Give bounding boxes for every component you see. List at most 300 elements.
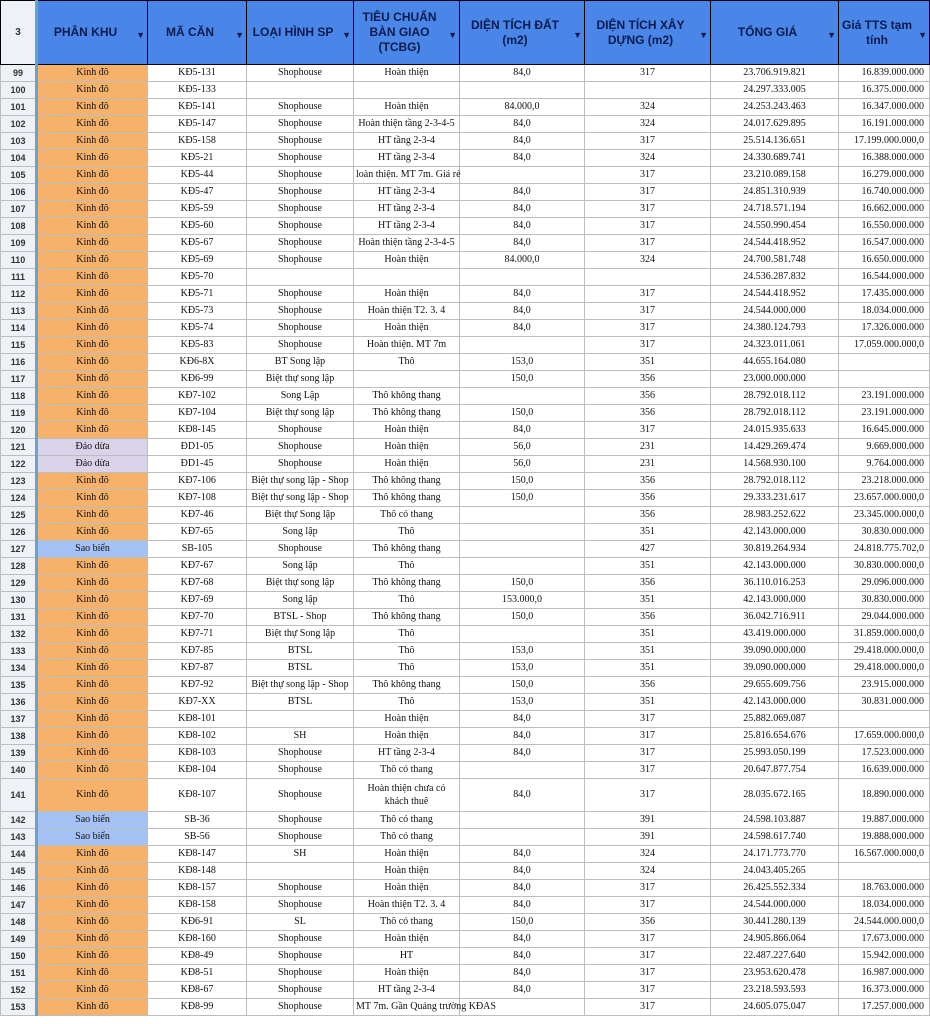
handover-standard-cell[interactable]: Hoàn thiện tầng 2-3-4-5: [354, 235, 460, 252]
product-type-cell[interactable]: Shophouse: [247, 931, 354, 948]
handover-standard-cell[interactable]: Thô có thang: [354, 507, 460, 524]
build-area-cell[interactable]: 324: [585, 846, 711, 863]
zone-cell[interactable]: Kinh đô: [37, 490, 148, 507]
zone-cell[interactable]: Kinh đô: [37, 965, 148, 982]
zone-cell[interactable]: Kinh đô: [37, 133, 148, 150]
land-area-cell[interactable]: 84,0: [460, 116, 585, 133]
unit-code-cell[interactable]: KĐ8-157: [148, 880, 247, 897]
filter-dropdown-icon[interactable]: ▼: [235, 30, 244, 40]
build-area-cell[interactable]: 351: [585, 558, 711, 575]
product-type-cell[interactable]: Biệt thự song lập: [247, 405, 354, 422]
tts-price-cell[interactable]: 29.044.000.000: [839, 609, 930, 626]
zone-cell[interactable]: Sao biển: [37, 829, 148, 846]
total-price-cell[interactable]: 24.297.333.005: [711, 82, 839, 99]
product-type-cell[interactable]: Shophouse: [247, 337, 354, 354]
zone-cell[interactable]: Kinh đô: [37, 931, 148, 948]
row-number[interactable]: 142: [1, 812, 37, 829]
land-area-cell[interactable]: [460, 626, 585, 643]
row-number[interactable]: 114: [1, 320, 37, 337]
product-type-cell[interactable]: SH: [247, 846, 354, 863]
handover-standard-cell[interactable]: Thô không thang: [354, 388, 460, 405]
product-type-cell[interactable]: Shophouse: [247, 99, 354, 116]
total-price-cell[interactable]: 24.380.124.793: [711, 320, 839, 337]
row-number[interactable]: 133: [1, 643, 37, 660]
col-header-phan-khu[interactable]: [37, 1, 148, 65]
build-area-cell[interactable]: 324: [585, 252, 711, 269]
row-number[interactable]: 144: [1, 846, 37, 863]
product-type-cell[interactable]: Shophouse: [247, 829, 354, 846]
land-area-cell[interactable]: 150,0: [460, 609, 585, 626]
handover-standard-cell[interactable]: Hoàn thiện: [354, 252, 460, 269]
row-number[interactable]: 152: [1, 982, 37, 999]
land-area-cell[interactable]: 84,0: [460, 880, 585, 897]
handover-standard-cell[interactable]: Thô có thang: [354, 812, 460, 829]
land-area-cell[interactable]: 84,0: [460, 286, 585, 303]
product-type-cell[interactable]: Shophouse: [247, 762, 354, 779]
product-type-cell[interactable]: Shophouse: [247, 965, 354, 982]
total-price-cell[interactable]: 36.110.016.253: [711, 575, 839, 592]
product-type-cell[interactable]: Shophouse: [247, 201, 354, 218]
unit-code-cell[interactable]: KĐ7-92: [148, 677, 247, 694]
zone-cell[interactable]: Kinh đô: [37, 388, 148, 405]
row-number[interactable]: 103: [1, 133, 37, 150]
handover-standard-cell[interactable]: Hoàn thiện: [354, 846, 460, 863]
total-price-cell[interactable]: 24.544.418.952: [711, 286, 839, 303]
zone-cell[interactable]: Kinh đô: [37, 235, 148, 252]
product-type-cell[interactable]: BTSL: [247, 660, 354, 677]
product-type-cell[interactable]: Shophouse: [247, 456, 354, 473]
build-area-cell[interactable]: 356: [585, 490, 711, 507]
total-price-cell[interactable]: 24.253.243.463: [711, 99, 839, 116]
unit-code-cell[interactable]: KĐ5-83: [148, 337, 247, 354]
product-type-cell[interactable]: Biệt thự song lập - Shop: [247, 677, 354, 694]
handover-standard-cell[interactable]: Thô: [354, 354, 460, 371]
product-type-cell[interactable]: Biệt thự song lập: [247, 575, 354, 592]
unit-code-cell[interactable]: KĐ5-70: [148, 269, 247, 286]
land-area-cell[interactable]: 84.000,0: [460, 99, 585, 116]
product-type-cell[interactable]: Shophouse: [247, 150, 354, 167]
zone-cell[interactable]: Kinh đô: [37, 303, 148, 320]
build-area-cell[interactable]: 231: [585, 456, 711, 473]
total-price-cell[interactable]: 24.718.571.194: [711, 201, 839, 218]
total-price-cell[interactable]: 24.330.689.741: [711, 150, 839, 167]
unit-code-cell[interactable]: KĐ8-102: [148, 728, 247, 745]
land-area-cell[interactable]: [460, 337, 585, 354]
total-price-cell[interactable]: 42.143.000.000: [711, 524, 839, 541]
handover-standard-cell[interactable]: Thô không thang: [354, 575, 460, 592]
tts-price-cell[interactable]: 16.662.000.000: [839, 201, 930, 218]
row-number[interactable]: 120: [1, 422, 37, 439]
row-number[interactable]: 141: [1, 779, 37, 812]
zone-cell[interactable]: Kinh đô: [37, 405, 148, 422]
handover-standard-cell[interactable]: Thô: [354, 558, 460, 575]
zone-cell[interactable]: Đảo dừa: [37, 439, 148, 456]
unit-code-cell[interactable]: KĐ7-46: [148, 507, 247, 524]
handover-standard-cell[interactable]: MT 7m. Gần Quảng trường KĐAS: [354, 999, 460, 1016]
build-area-cell[interactable]: 324: [585, 116, 711, 133]
total-price-cell[interactable]: 25.882.069.087: [711, 711, 839, 728]
total-price-cell[interactable]: 24.598.103.887: [711, 812, 839, 829]
total-price-cell[interactable]: 24.017.629.895: [711, 116, 839, 133]
zone-cell[interactable]: Kinh đô: [37, 948, 148, 965]
handover-standard-cell[interactable]: Thô: [354, 626, 460, 643]
product-type-cell[interactable]: Biệt thự Song lập: [247, 507, 354, 524]
handover-standard-cell[interactable]: Thô không thang: [354, 609, 460, 626]
zone-cell[interactable]: Kinh đô: [37, 914, 148, 931]
total-price-cell[interactable]: 25.993.050.199: [711, 745, 839, 762]
build-area-cell[interactable]: 356: [585, 473, 711, 490]
land-area-cell[interactable]: 84,0: [460, 65, 585, 82]
row-number[interactable]: 108: [1, 218, 37, 235]
zone-cell[interactable]: Kinh đô: [37, 609, 148, 626]
land-area-cell[interactable]: 84,0: [460, 948, 585, 965]
handover-standard-cell[interactable]: Thô có thang: [354, 914, 460, 931]
zone-cell[interactable]: Kinh đô: [37, 252, 148, 269]
build-area-cell[interactable]: 317: [585, 745, 711, 762]
handover-standard-cell[interactable]: Hoàn thiện: [354, 320, 460, 337]
tts-price-cell[interactable]: 23.191.000.000: [839, 405, 930, 422]
product-type-cell[interactable]: Shophouse: [247, 948, 354, 965]
row-number[interactable]: 117: [1, 371, 37, 388]
total-price-cell[interactable]: 24.043.405.265: [711, 863, 839, 880]
row-number[interactable]: 147: [1, 897, 37, 914]
total-price-cell[interactable]: 24.544.418.952: [711, 235, 839, 252]
zone-cell[interactable]: Kinh đô: [37, 286, 148, 303]
unit-code-cell[interactable]: KĐ8-101: [148, 711, 247, 728]
total-price-cell[interactable]: 23.210.089.158: [711, 167, 839, 184]
tts-price-cell[interactable]: 16.191.000.000: [839, 116, 930, 133]
zone-cell[interactable]: Kinh đô: [37, 150, 148, 167]
land-area-cell[interactable]: 150,0: [460, 914, 585, 931]
product-type-cell[interactable]: BTSL: [247, 643, 354, 660]
zone-cell[interactable]: Kinh đô: [37, 354, 148, 371]
handover-standard-cell[interactable]: HT tầng 2-3-4: [354, 133, 460, 150]
unit-code-cell[interactable]: KĐ8-49: [148, 948, 247, 965]
tts-price-cell[interactable]: 19.887.000.000: [839, 812, 930, 829]
tts-price-cell[interactable]: 16.987.000.000: [839, 965, 930, 982]
product-type-cell[interactable]: Shophouse: [247, 116, 354, 133]
tts-price-cell[interactable]: 17.199.000.000,0: [839, 133, 930, 150]
handover-standard-cell[interactable]: Hoàn thiện: [354, 711, 460, 728]
total-price-cell[interactable]: 22.487.227.640: [711, 948, 839, 965]
product-type-cell[interactable]: Shophouse: [247, 133, 354, 150]
zone-cell[interactable]: Kinh đô: [37, 643, 148, 660]
handover-standard-cell[interactable]: Hoàn thiện: [354, 286, 460, 303]
zone-cell[interactable]: Kinh đô: [37, 660, 148, 677]
handover-standard-cell[interactable]: Thô: [354, 660, 460, 677]
filter-dropdown-icon[interactable]: ▼: [699, 30, 708, 40]
col-header-tieu-chuan[interactable]: [354, 1, 460, 65]
product-type-cell[interactable]: BTSL: [247, 694, 354, 711]
handover-standard-cell[interactable]: [354, 371, 460, 388]
zone-cell[interactable]: Kinh đô: [37, 167, 148, 184]
tts-price-cell[interactable]: [839, 711, 930, 728]
build-area-cell[interactable]: 317: [585, 965, 711, 982]
build-area-cell[interactable]: 351: [585, 626, 711, 643]
handover-standard-cell[interactable]: Hoàn thiện: [354, 99, 460, 116]
row-number[interactable]: 119: [1, 405, 37, 422]
tts-price-cell[interactable]: 16.388.000.000: [839, 150, 930, 167]
handover-standard-cell[interactable]: HT tầng 2-3-4: [354, 982, 460, 999]
unit-code-cell[interactable]: KĐ8-148: [148, 863, 247, 880]
land-area-cell[interactable]: 84,0: [460, 897, 585, 914]
build-area-cell[interactable]: 356: [585, 677, 711, 694]
row-number[interactable]: 149: [1, 931, 37, 948]
total-price-cell[interactable]: 24.536.287.832: [711, 269, 839, 286]
land-area-cell[interactable]: [460, 524, 585, 541]
tts-price-cell[interactable]: 17.257.000.000: [839, 999, 930, 1016]
row-number[interactable]: 126: [1, 524, 37, 541]
unit-code-cell[interactable]: KĐ7-71: [148, 626, 247, 643]
row-number[interactable]: 102: [1, 116, 37, 133]
unit-code-cell[interactable]: KĐ8-99: [148, 999, 247, 1016]
product-type-cell[interactable]: Shophouse: [247, 235, 354, 252]
unit-code-cell[interactable]: KĐ8-103: [148, 745, 247, 762]
land-area-cell[interactable]: 150,0: [460, 371, 585, 388]
handover-standard-cell[interactable]: HT tầng 2-3-4: [354, 745, 460, 762]
unit-code-cell[interactable]: KĐ6-91: [148, 914, 247, 931]
unit-code-cell[interactable]: KĐ5-71: [148, 286, 247, 303]
build-area-cell[interactable]: 427: [585, 541, 711, 558]
row-number[interactable]: 140: [1, 762, 37, 779]
build-area-cell[interactable]: 317: [585, 337, 711, 354]
total-price-cell[interactable]: 29.333.231.617: [711, 490, 839, 507]
land-area-cell[interactable]: 84,0: [460, 846, 585, 863]
product-type-cell[interactable]: Shophouse: [247, 286, 354, 303]
tts-price-cell[interactable]: 17.326.000.000: [839, 320, 930, 337]
handover-standard-cell[interactable]: Hoàn thiện. MT 7m: [354, 337, 460, 354]
zone-cell[interactable]: Sao biển: [37, 541, 148, 558]
product-type-cell[interactable]: [247, 269, 354, 286]
land-area-cell[interactable]: 153.000,0: [460, 592, 585, 609]
land-area-cell[interactable]: 84,0: [460, 320, 585, 337]
unit-code-cell[interactable]: KĐ5-73: [148, 303, 247, 320]
build-area-cell[interactable]: 317: [585, 897, 711, 914]
zone-cell[interactable]: Kinh đô: [37, 507, 148, 524]
build-area-cell[interactable]: [585, 269, 711, 286]
unit-code-cell[interactable]: KĐ7-87: [148, 660, 247, 677]
build-area-cell[interactable]: 317: [585, 167, 711, 184]
total-price-cell[interactable]: 43.419.000.000: [711, 626, 839, 643]
build-area-cell[interactable]: 317: [585, 235, 711, 252]
product-type-cell[interactable]: [247, 711, 354, 728]
unit-code-cell[interactable]: KĐ5-67: [148, 235, 247, 252]
handover-standard-cell[interactable]: Thô: [354, 592, 460, 609]
row-number[interactable]: 111: [1, 269, 37, 286]
total-price-cell[interactable]: 28.035.672.165: [711, 779, 839, 812]
tts-price-cell[interactable]: 9.669.000.000: [839, 439, 930, 456]
total-price-cell[interactable]: 26.425.552.334: [711, 880, 839, 897]
total-price-cell[interactable]: 39.090.000.000: [711, 643, 839, 660]
filter-dropdown-icon[interactable]: ▼: [342, 30, 351, 40]
land-area-cell[interactable]: 84,0: [460, 863, 585, 880]
zone-cell[interactable]: Kinh đô: [37, 575, 148, 592]
unit-code-cell[interactable]: KĐ7-102: [148, 388, 247, 405]
build-area-cell[interactable]: 356: [585, 371, 711, 388]
land-area-cell[interactable]: 84,0: [460, 965, 585, 982]
unit-code-cell[interactable]: KĐ6-8X: [148, 354, 247, 371]
row-number[interactable]: 138: [1, 728, 37, 745]
row-number[interactable]: 143: [1, 829, 37, 846]
zone-cell[interactable]: Kinh đô: [37, 728, 148, 745]
build-area-cell[interactable]: 351: [585, 354, 711, 371]
handover-standard-cell[interactable]: Hoàn thiện tầng 2-3-4-5: [354, 116, 460, 133]
total-price-cell[interactable]: 39.090.000.000: [711, 660, 839, 677]
row-number[interactable]: 105: [1, 167, 37, 184]
row-number[interactable]: 136: [1, 694, 37, 711]
filter-dropdown-icon[interactable]: ▼: [918, 30, 927, 40]
unit-code-cell[interactable]: KĐ5-133: [148, 82, 247, 99]
product-type-cell[interactable]: Shophouse: [247, 999, 354, 1016]
handover-standard-cell[interactable]: Hoàn thiện: [354, 931, 460, 948]
tts-price-cell[interactable]: 16.639.000.000: [839, 762, 930, 779]
handover-standard-cell[interactable]: Hoàn thiện: [354, 65, 460, 82]
product-type-cell[interactable]: Shophouse: [247, 812, 354, 829]
build-area-cell[interactable]: 356: [585, 575, 711, 592]
unit-code-cell[interactable]: KĐ7-69: [148, 592, 247, 609]
tts-price-cell[interactable]: 18.763.000.000: [839, 880, 930, 897]
row-number[interactable]: 124: [1, 490, 37, 507]
build-area-cell[interactable]: 351: [585, 694, 711, 711]
unit-code-cell[interactable]: KĐ7-XX: [148, 694, 247, 711]
tts-price-cell[interactable]: [839, 371, 930, 388]
row-number[interactable]: 139: [1, 745, 37, 762]
build-area-cell[interactable]: 317: [585, 948, 711, 965]
total-price-cell[interactable]: 23.000.000.000: [711, 371, 839, 388]
handover-standard-cell[interactable]: Hoàn thiện: [354, 439, 460, 456]
tts-price-cell[interactable]: 29.418.000.000,0: [839, 643, 930, 660]
land-area-cell[interactable]: 153,0: [460, 660, 585, 677]
row-number[interactable]: 137: [1, 711, 37, 728]
unit-code-cell[interactable]: KĐ5-59: [148, 201, 247, 218]
unit-code-cell[interactable]: KĐ7-65: [148, 524, 247, 541]
handover-standard-cell[interactable]: Hoàn thiện: [354, 422, 460, 439]
unit-code-cell[interactable]: KĐ7-104: [148, 405, 247, 422]
product-type-cell[interactable]: [247, 863, 354, 880]
handover-standard-cell[interactable]: Hoàn thiện T2. 3. 4: [354, 897, 460, 914]
product-type-cell[interactable]: Song lập: [247, 592, 354, 609]
product-type-cell[interactable]: Shophouse: [247, 541, 354, 558]
land-area-cell[interactable]: 84,0: [460, 184, 585, 201]
tts-price-cell[interactable]: 18.034.000.000: [839, 897, 930, 914]
build-area-cell[interactable]: 356: [585, 507, 711, 524]
land-area-cell[interactable]: 150,0: [460, 405, 585, 422]
handover-standard-cell[interactable]: HT tầng 2-3-4: [354, 201, 460, 218]
build-area-cell[interactable]: 391: [585, 812, 711, 829]
row-number[interactable]: 129: [1, 575, 37, 592]
col-header-dien-tich-xay-dung[interactable]: [585, 1, 711, 65]
tts-price-cell[interactable]: 17.435.000.000: [839, 286, 930, 303]
land-area-cell[interactable]: 84,0: [460, 779, 585, 812]
unit-code-cell[interactable]: KĐ5-147: [148, 116, 247, 133]
handover-standard-cell[interactable]: Hoàn thiện: [354, 863, 460, 880]
land-area-cell[interactable]: [460, 507, 585, 524]
build-area-cell[interactable]: [585, 82, 711, 99]
tts-price-cell[interactable]: 23.345.000.000,0: [839, 507, 930, 524]
total-price-cell[interactable]: 24.905.866.064: [711, 931, 839, 948]
total-price-cell[interactable]: 14.429.269.474: [711, 439, 839, 456]
unit-code-cell[interactable]: ĐD1-05: [148, 439, 247, 456]
land-area-cell[interactable]: 84,0: [460, 422, 585, 439]
handover-standard-cell[interactable]: Thô có thang: [354, 762, 460, 779]
unit-code-cell[interactable]: KĐ8-67: [148, 982, 247, 999]
tts-price-cell[interactable]: [839, 354, 930, 371]
handover-standard-cell[interactable]: Thô: [354, 524, 460, 541]
land-area-cell[interactable]: 56,0: [460, 456, 585, 473]
land-area-cell[interactable]: 84.000,0: [460, 252, 585, 269]
zone-cell[interactable]: Kinh đô: [37, 982, 148, 999]
build-area-cell[interactable]: 317: [585, 65, 711, 82]
row-number-header[interactable]: 3: [1, 1, 37, 65]
build-area-cell[interactable]: 317: [585, 762, 711, 779]
filter-dropdown-icon[interactable]: ▼: [136, 30, 145, 40]
total-price-cell[interactable]: 24.544.000.000: [711, 897, 839, 914]
product-type-cell[interactable]: Shophouse: [247, 184, 354, 201]
land-area-cell[interactable]: [460, 388, 585, 405]
total-price-cell[interactable]: 44.655.164.080: [711, 354, 839, 371]
tts-price-cell[interactable]: 9.764.000.000: [839, 456, 930, 473]
zone-cell[interactable]: Kinh đô: [37, 779, 148, 812]
land-area-cell[interactable]: 150,0: [460, 473, 585, 490]
total-price-cell[interactable]: 23.953.620.478: [711, 965, 839, 982]
row-number[interactable]: 127: [1, 541, 37, 558]
unit-code-cell[interactable]: SB-56: [148, 829, 247, 846]
tts-price-cell[interactable]: 18.890.000.000: [839, 779, 930, 812]
unit-code-cell[interactable]: KĐ7-67: [148, 558, 247, 575]
handover-standard-cell[interactable]: HT: [354, 948, 460, 965]
zone-cell[interactable]: Kinh đô: [37, 592, 148, 609]
product-type-cell[interactable]: Biệt thự song lập - Shop: [247, 490, 354, 507]
unit-code-cell[interactable]: KĐ5-69: [148, 252, 247, 269]
unit-code-cell[interactable]: KĐ8-145: [148, 422, 247, 439]
tts-price-cell[interactable]: 16.375.000.000: [839, 82, 930, 99]
build-area-cell[interactable]: 351: [585, 524, 711, 541]
product-type-cell[interactable]: Biệt thự Song lập: [247, 626, 354, 643]
land-area-cell[interactable]: [460, 269, 585, 286]
build-area-cell[interactable]: 317: [585, 999, 711, 1016]
unit-code-cell[interactable]: KĐ5-141: [148, 99, 247, 116]
land-area-cell[interactable]: 84,0: [460, 931, 585, 948]
product-type-cell[interactable]: Shophouse: [247, 167, 354, 184]
tts-price-cell[interactable]: 16.547.000.000: [839, 235, 930, 252]
land-area-cell[interactable]: 153,0: [460, 354, 585, 371]
build-area-cell[interactable]: 317: [585, 422, 711, 439]
unit-code-cell[interactable]: KĐ8-158: [148, 897, 247, 914]
build-area-cell[interactable]: 231: [585, 439, 711, 456]
build-area-cell[interactable]: 356: [585, 405, 711, 422]
tts-price-cell[interactable]: 29.096.000.000: [839, 575, 930, 592]
unit-code-cell[interactable]: KĐ7-108: [148, 490, 247, 507]
product-type-cell[interactable]: Shophouse: [247, 745, 354, 762]
build-area-cell[interactable]: 351: [585, 660, 711, 677]
total-price-cell[interactable]: 42.143.000.000: [711, 592, 839, 609]
zone-cell[interactable]: Kinh đô: [37, 184, 148, 201]
handover-standard-cell[interactable]: Thô không thang: [354, 677, 460, 694]
unit-code-cell[interactable]: KĐ5-158: [148, 133, 247, 150]
tts-price-cell[interactable]: 16.347.000.000: [839, 99, 930, 116]
filter-dropdown-icon[interactable]: ▼: [573, 30, 582, 40]
total-price-cell[interactable]: 24.605.075.047: [711, 999, 839, 1016]
row-number[interactable]: 121: [1, 439, 37, 456]
total-price-cell[interactable]: 24.851.310.939: [711, 184, 839, 201]
unit-code-cell[interactable]: KĐ5-60: [148, 218, 247, 235]
row-number[interactable]: 100: [1, 82, 37, 99]
unit-code-cell[interactable]: KĐ5-47: [148, 184, 247, 201]
tts-price-cell[interactable]: 16.650.000.000: [839, 252, 930, 269]
zone-cell[interactable]: Kinh đô: [37, 897, 148, 914]
col-header-ma-can[interactable]: [148, 1, 247, 65]
land-area-cell[interactable]: [460, 558, 585, 575]
